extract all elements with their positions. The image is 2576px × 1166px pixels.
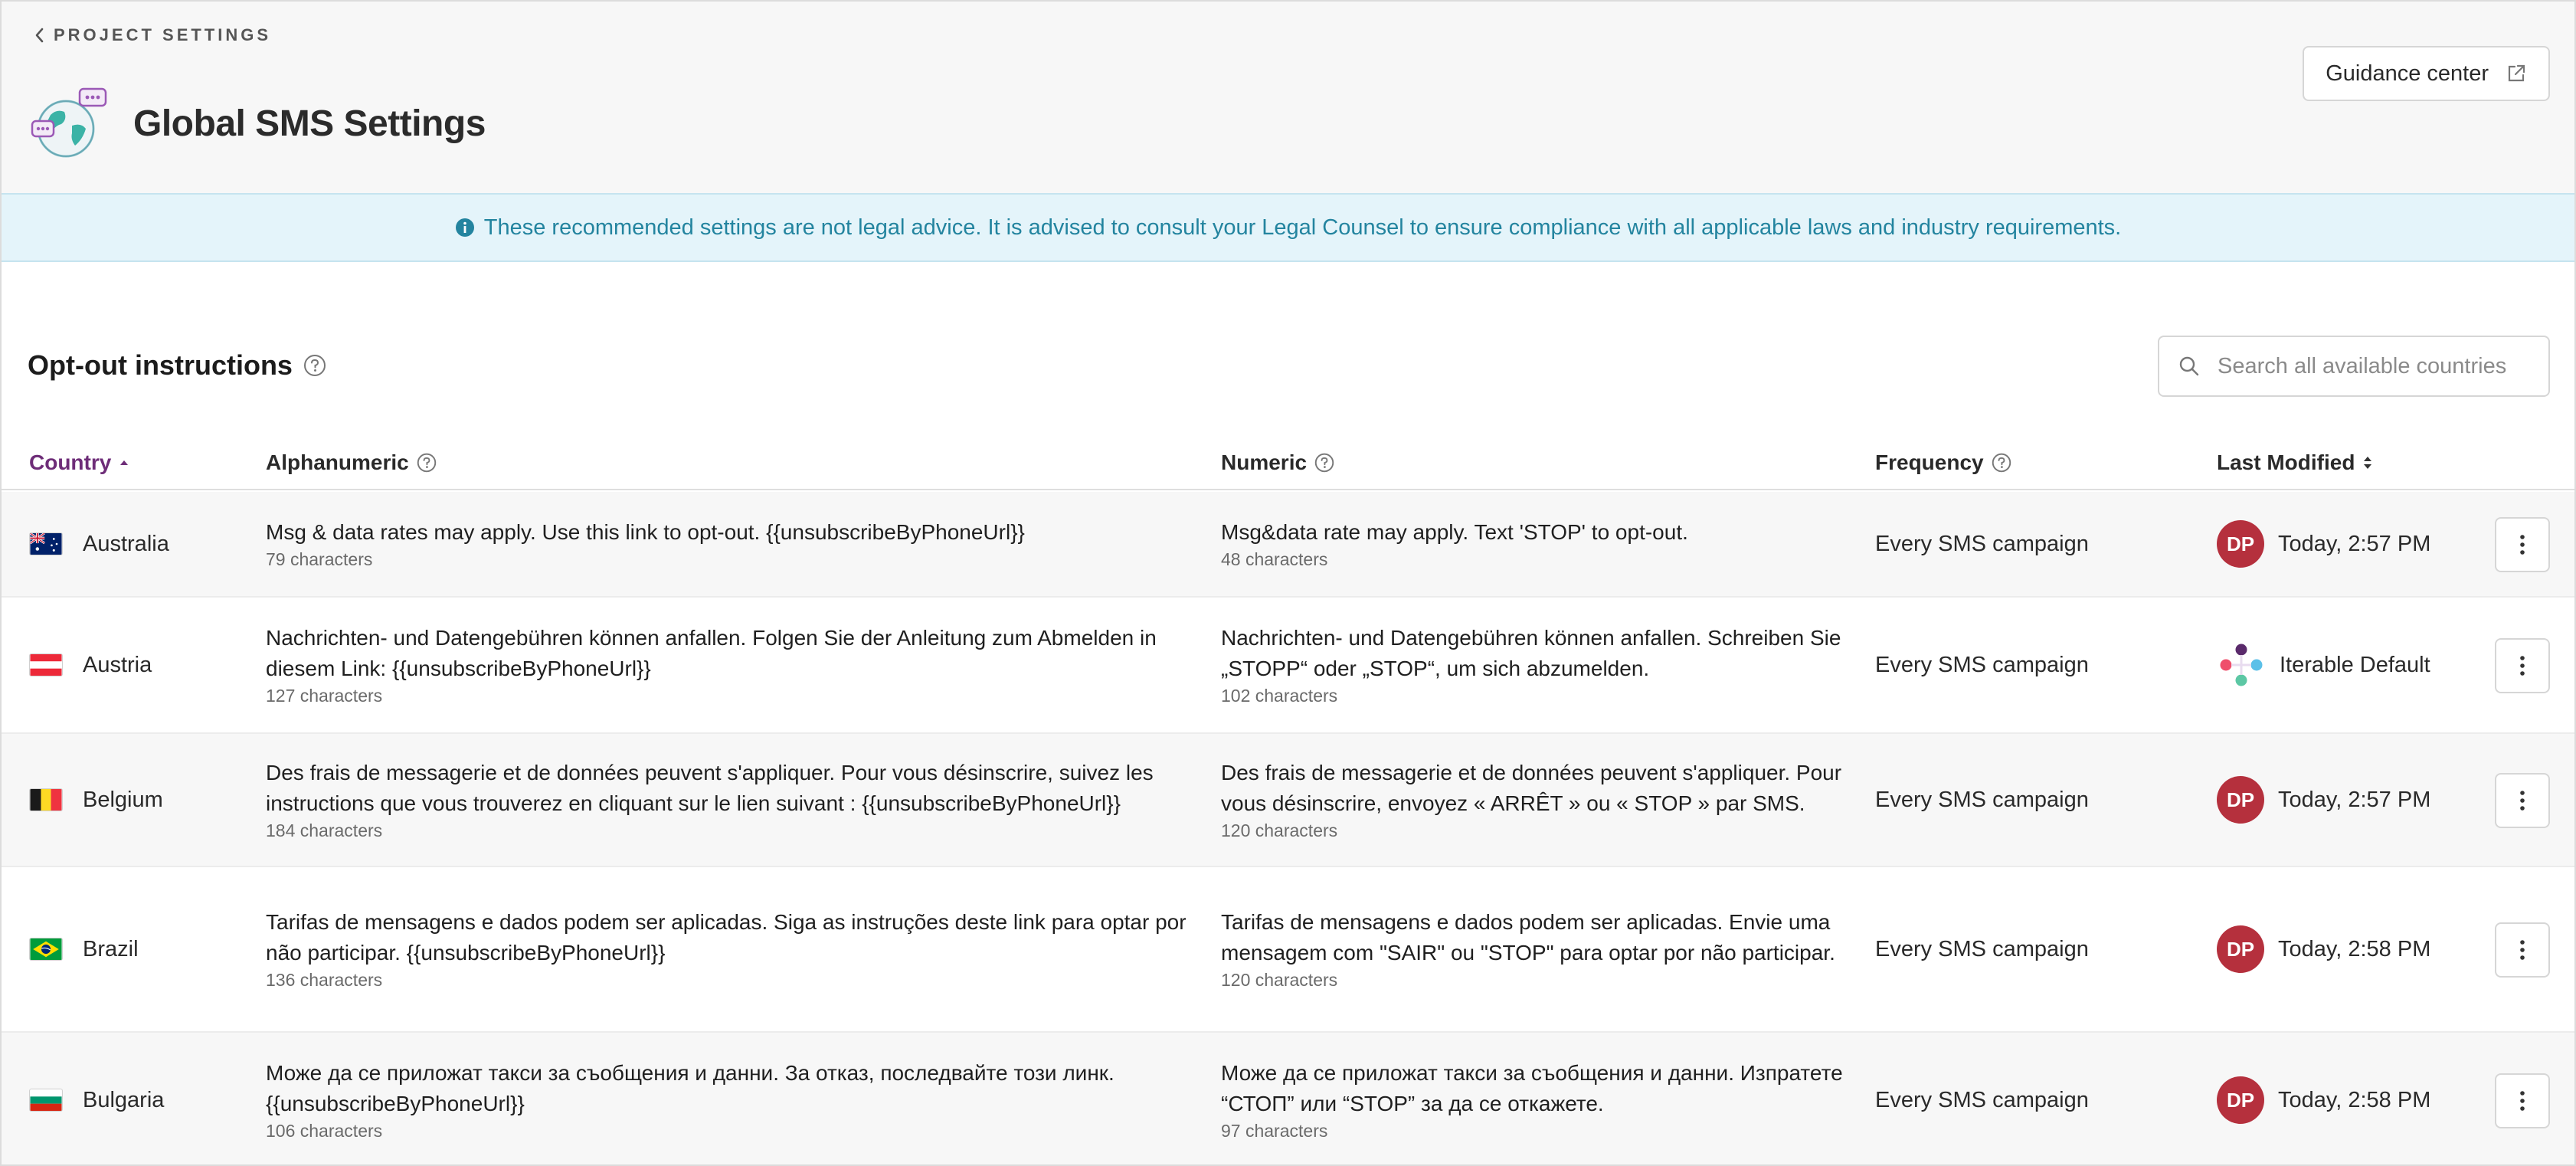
row-actions-button[interactable] (2495, 922, 2550, 978)
frequency-cell: Every SMS campaign (1875, 936, 2089, 961)
section-title (28, 339, 326, 392)
numeric-cell (1221, 734, 1857, 866)
modified-time: Today, 2:58 PM (2278, 936, 2431, 961)
row-actions-button[interactable] (2495, 773, 2550, 828)
column-country-label: Country (29, 450, 112, 474)
info-icon (455, 218, 475, 237)
column-frequency-label: Frequency (1875, 450, 1984, 474)
country-name: Australia (83, 531, 169, 556)
table-row (2, 734, 2574, 867)
country-cell (29, 867, 139, 1031)
chevron-left-icon (34, 27, 46, 44)
help-icon[interactable] (303, 354, 326, 377)
iterable-logo-icon (2217, 640, 2266, 689)
alphanumeric-cell (266, 867, 1200, 1031)
help-icon[interactable] (417, 453, 437, 473)
numeric-message: Tarifas de mensagens e dados podem ser aplicadas. Envie uma mensagem com "SAIR" ou "STOP" para optar por não participar. (1221, 910, 1835, 965)
sort-icon (2362, 454, 2373, 471)
modified-time: Today, 2:57 PM (2278, 787, 2431, 812)
kebab-menu-icon (2519, 1089, 2526, 1112)
search-input[interactable] (2218, 354, 2548, 379)
brazil-flag-icon (29, 938, 63, 961)
kebab-menu-icon (2519, 654, 2526, 677)
australia-flag-icon (29, 532, 63, 555)
guidance-center-label: Guidance center (2326, 61, 2489, 86)
character-count: 120 characters (1221, 970, 1338, 990)
guidance-center-button[interactable] (2303, 46, 2550, 101)
column-numeric-label: Numeric (1221, 450, 1308, 474)
section-title-label: Opt-out instructions (28, 349, 293, 381)
country-name: Brazil (83, 936, 139, 961)
alphanumeric-cell (266, 492, 1200, 596)
kebab-menu-icon (2519, 533, 2526, 556)
avatar: DP (2217, 925, 2264, 973)
legal-notice-text: These recommended settings are not legal advice. It is advised to consult your Legal Counsel to ensure compliance with all applicable laws and industry requirements. (483, 215, 2122, 240)
austria-flag-icon (29, 653, 63, 676)
external-link-icon (2506, 63, 2527, 84)
bulgaria-flag-icon (29, 1089, 63, 1112)
frequency-cell: Every SMS campaign (1875, 787, 2089, 812)
last-modified-cell (2217, 598, 2430, 732)
country-cell (29, 1033, 164, 1166)
column-last-modified[interactable] (2217, 438, 2373, 487)
alphanumeric-cell (266, 598, 1200, 732)
table-row (2, 867, 2574, 1033)
alphanumeric-message: Msg & data rates may apply. Use this link to opt-out. {{unsubscribeByPhoneUrl}} (266, 520, 1025, 544)
numeric-cell (1221, 492, 1857, 596)
table-row (2, 598, 2574, 734)
character-count: 97 characters (1221, 1121, 1328, 1141)
numeric-message: Msg&data rate may apply. Text 'STOP' to opt-out. (1221, 520, 1688, 544)
numeric-message: Може да се приложат такси за съобщения и данни. Изпратете “СТОП” или “STOP” за да се откажете. (1221, 1061, 1843, 1115)
avatar: DP (2217, 1076, 2264, 1124)
last-modified-cell (2217, 734, 2430, 866)
alphanumeric-message: Des frais de messagerie et de données peuvent s'appliquer. Pour vous désinscrire, suivez les instructions que vous trouverez en cliquant sur le lien suivant : {{unsubscribeByPhoneUrl}} (266, 761, 1154, 815)
character-count: 79 characters (266, 549, 373, 569)
help-icon[interactable] (1992, 453, 2011, 473)
breadcrumb-back-link[interactable] (34, 23, 271, 47)
country-name: Bulgaria (83, 1087, 165, 1112)
numeric-cell (1221, 1033, 1857, 1166)
legal-notice-banner (2, 193, 2574, 262)
numeric-message: Des frais de messagerie et de données peuvent s'appliquer. Pour vous désinscrire, envoyez « ARRÊT » ou « STOP » par SMS. (1221, 761, 1842, 815)
title-row (28, 81, 486, 165)
column-numeric (1221, 438, 1334, 487)
character-count: 102 characters (1221, 686, 1338, 706)
alphanumeric-message: Tarifas de mensagens e dados podem ser aplicadas. Siga as instruções deste link para optar por não participar. {{unsubscribeByPhoneUrl}} (266, 910, 1187, 965)
help-icon[interactable] (1314, 453, 1334, 473)
avatar: DP (2217, 520, 2264, 568)
character-count: 48 characters (1221, 549, 1328, 569)
sort-ascending-icon (119, 454, 129, 471)
character-count: 120 characters (1221, 820, 1338, 840)
kebab-menu-icon (2519, 789, 2526, 812)
row-actions-button[interactable] (2495, 517, 2550, 572)
frequency-cell: Every SMS campaign (1875, 652, 2089, 677)
column-country[interactable] (29, 438, 129, 487)
page-title: Global SMS Settings (133, 103, 486, 144)
character-count: 127 characters (266, 686, 383, 706)
column-alphanumeric-label: Alphanumeric (266, 450, 409, 474)
modified-time: Today, 2:58 PM (2278, 1087, 2431, 1112)
alphanumeric-cell (266, 1033, 1200, 1166)
country-search[interactable] (2158, 336, 2550, 397)
breadcrumb-label: PROJECT SETTINGS (54, 25, 272, 44)
character-count: 136 characters (266, 970, 383, 990)
frequency-cell: Every SMS campaign (1875, 531, 2089, 556)
column-last-modified-label: Last Modified (2217, 450, 2355, 474)
country-cell (29, 492, 169, 596)
character-count: 106 characters (266, 1121, 383, 1141)
country-name: Austria (83, 652, 152, 677)
globe-sms-icon (28, 81, 112, 165)
country-cell (29, 734, 163, 866)
row-actions-button[interactable] (2495, 1073, 2550, 1128)
modified-time: Today, 2:57 PM (2278, 531, 2431, 556)
belgium-flag-icon (29, 788, 63, 811)
table-row (2, 492, 2574, 598)
last-modified-cell (2217, 492, 2430, 596)
table-row (2, 1033, 2574, 1166)
avatar: DP (2217, 776, 2264, 824)
country-cell (29, 598, 152, 732)
row-actions-button[interactable] (2495, 638, 2550, 693)
numeric-cell (1221, 598, 1857, 732)
last-modified-cell (2217, 1033, 2430, 1166)
alphanumeric-message: Nachrichten- und Datengebühren können anfallen. Folgen Sie der Anleitung zum Abmelden in diesem Link: {{unsubscribeByPhoneUrl}} (266, 626, 1157, 680)
search-icon (2178, 355, 2201, 378)
numeric-cell (1221, 867, 1857, 1031)
table-header (2, 438, 2574, 490)
column-frequency (1875, 438, 2011, 487)
numeric-message: Nachrichten- und Datengebühren können anfallen. Schreiben Sie „STOPP“ oder „STOP“, um sich abzumelden. (1221, 626, 1841, 680)
kebab-menu-icon (2519, 938, 2526, 961)
last-modified-cell (2217, 867, 2430, 1031)
page-header (2, 2, 2574, 193)
frequency-cell: Every SMS campaign (1875, 1087, 2089, 1112)
column-alphanumeric (266, 438, 437, 487)
modified-time: Iterable Default (2280, 652, 2430, 677)
alphanumeric-message: Може да се приложат такси за съобщения и данни. За отказ, последвайте този линк. {{unsubscribeByPhoneUrl}} (266, 1061, 1115, 1115)
character-count: 184 characters (266, 820, 383, 840)
alphanumeric-cell (266, 734, 1200, 866)
country-name: Belgium (83, 787, 163, 812)
